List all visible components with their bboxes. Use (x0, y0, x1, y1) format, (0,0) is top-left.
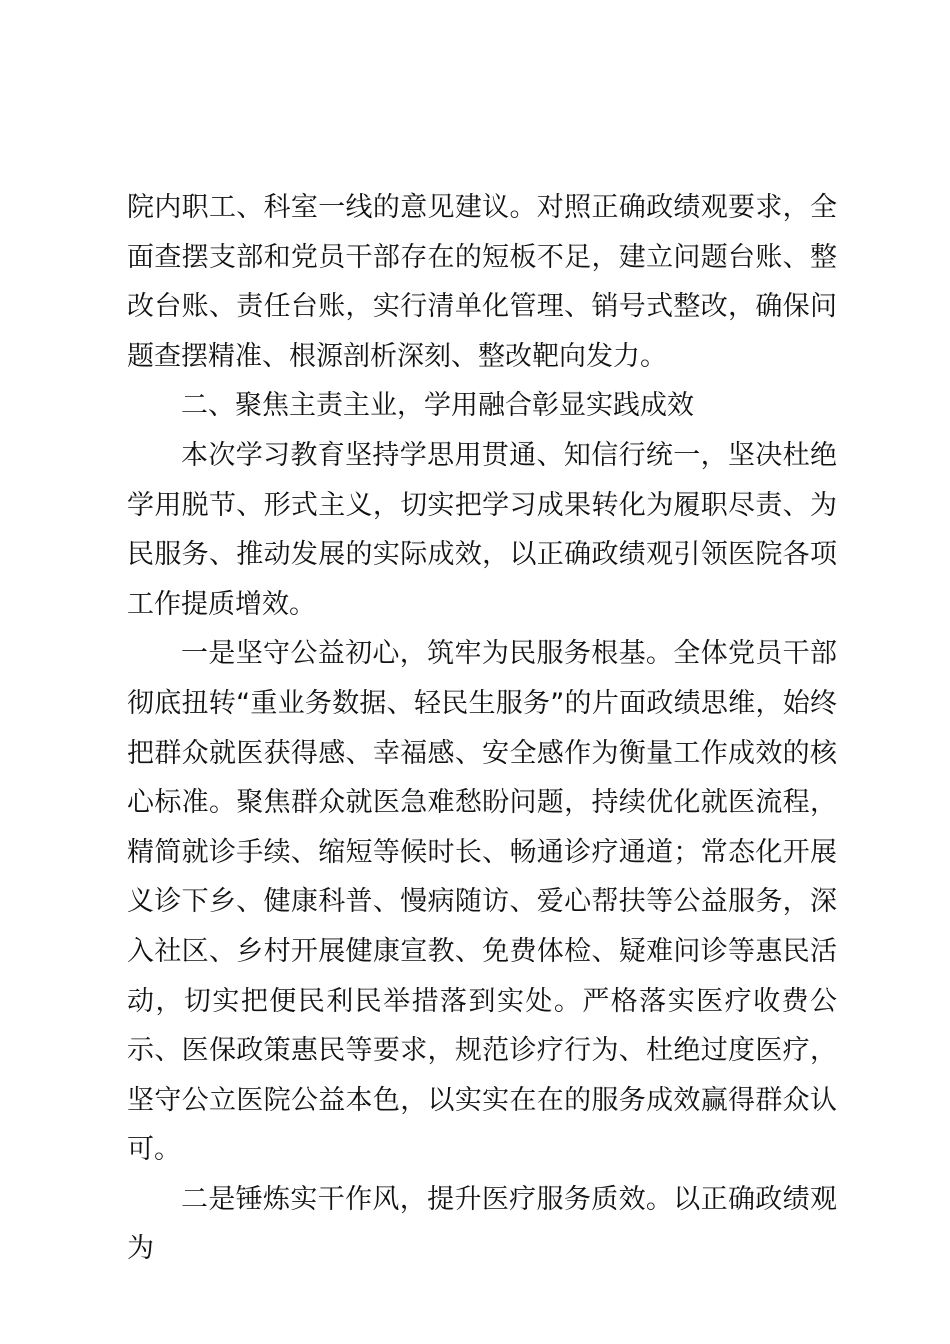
paragraph-continuation: 院内职工、科室一线的意见建议。对照正确政绩观要求，全面查摆支部和党员干部存在的短板不足，建立问题台账、整改台账、责任台账，实行清单化管理、销号式整改，确保问题查摆精准、根源剖析深刻、整改靶向发力。 (127, 192, 837, 372)
paragraph: 二是锤炼实干作风，提升医疗服务质效。以正确政绩观为 (127, 1183, 837, 1265)
paragraph: 本次学习教育坚持学思用贯通、知信行统一，坚决杜绝学用脱节、形式主义，切实把学习成果转化为履职尽责、为民服务、推动发展的实际成效，以正确政绩观引领医院各项工作提质增效。 (127, 439, 837, 620)
paragraph: 一是坚守公益初心，筑牢为民服务根基。全体党员干部彻底扭转“重业务数据、轻民生服务”的片面政绩思维，始终把群众就医获得感、幸福感、安全感作为衡量工作成效的核心标准。聚焦群众就医急难愁盼问题，持续优化就医流程，精简就诊手续、缩短等候时长、畅通诊疗通道；常态化开展义诊下乡、健康科普、慢病随访、爱心帮扶等公益服务，深入社区、乡村开展健康宣教、免费体检、疑难问诊等惠民活动，切实把便民利民举措落到实处。严格落实医疗收费公示、医保政策惠民等要求，规范诊疗行为、杜绝过度医疗，坚守公立医院公益本色，以实实在在的服务成效赢得群众认可。 (127, 638, 837, 1166)
document-body (127, 183, 837, 1274)
section-heading: 二、聚焦主责主业，学用融合彰显实践成效 (181, 390, 694, 422)
